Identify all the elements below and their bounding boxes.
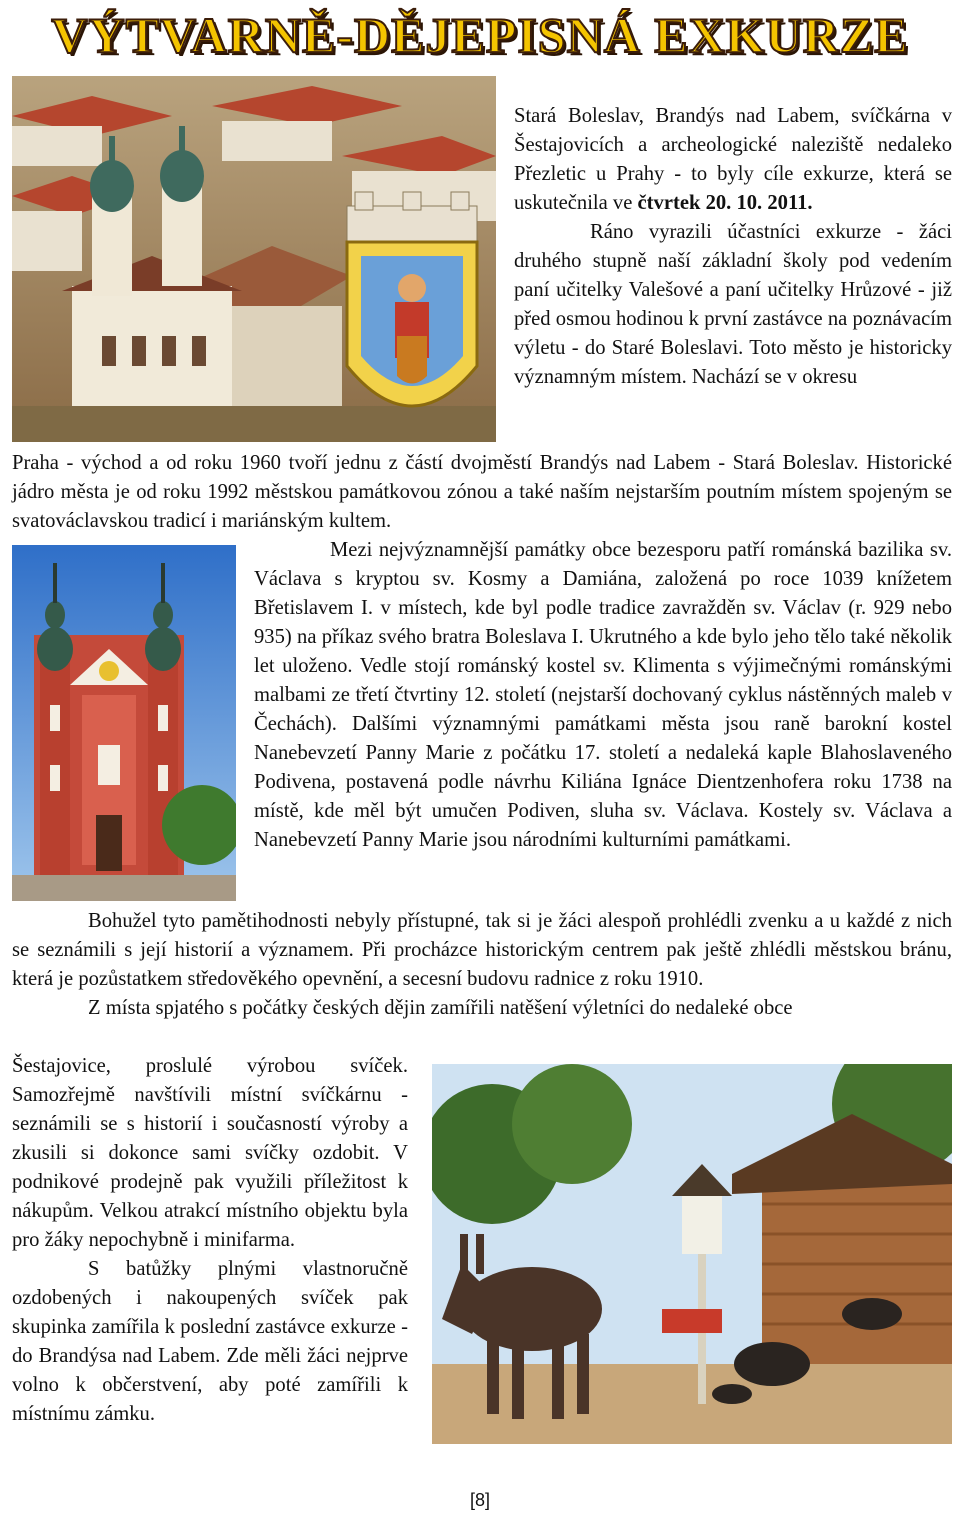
aerial-town-photo (12, 76, 496, 442)
paragraph-monuments (254, 536, 952, 855)
page-number: [8] (469, 1490, 490, 1510)
paragraph-praha: Praha - východ a od roku 1960 tvoří jednu z částí dvojměstí Brandýs nad Labem - Stará Boleslav. Historické jádro města je od roku 1992 městskou památkovou zónou a také naším nejstarším poutním místem spojeným se svatováclavskou tradicí i mariánským kultem. (12, 452, 952, 532)
paragraph-morning: Ráno vyrazili účastníci exkurze - žáci druhého stupně naší základní školy pod vedením paní učitelky Valešové a paní učitelky Hrůzové - již před osmou hodinou k první zastávce na poznávacím výletu - do Staré Boleslavi. Toto město je historicky významným místem. Nachází se v okresu (514, 221, 952, 388)
brandys-text: S batůžky plnými vlastnoručně ozdobených i nakoupených svíček pak skupinka zamířila k poslední zastávce exkurze - do Brandýsa nad Labem. Zde měli žáci nejprve volno k občerstvení, aby poté zamířili k místnímu zámku. (12, 1258, 408, 1425)
sestajovice-intro: Z místa spjatého s počátky českých dějin zamířili natěšení výletníci do nedaleké obce (88, 997, 793, 1019)
monuments-text: Mezi nejvýznamnější památky obce bezesporu patří románská bazilika sv. Václava s kryptou sv. Kosmy a Damiána, založená po roce 1039 knížetem Břetislavem I. v místech, kde byl podle tradice zavražděn sv. Václav (r. 929 nebo 935) na příkaz svého bratra Boleslava I. Ukrutného a kde bylo jeho tělo také několik let uloženo. Vedle stojí románský kostel sv. Klimenta s výjimečnými románskými malbami ze třetí čtvrtiny 12. století (nejstarší dochovaný cyklus nástěnných maleb v Čechách). Dalšími významnými památkami města jsou raně barokní kostel Nanebevzetí Panny Marie z počátku 17. století a nedaleká kaple Blahoslaveného Podivena, postavená podle návrhu Kiliána Ignáce Dientzenhofera roku 1738 na místě, kde měl být umučen Podiven, sluha sv. Václava. Kostely sv. Václava a Nanebevzetí Panny Marie jsou národními kulturními památkami. (254, 539, 952, 851)
church-facade-photo (12, 545, 236, 901)
minifarm-photo (432, 1064, 952, 1444)
paragraph-candles (12, 1052, 408, 1429)
intro-text: Stará Boleslav, Brandýs nad Labem, svíčkárna v Šestajovicích a archeologické naleziště nedaleko Přezletic u Prahy - to byly cíle exkurze, která se uskutečnila ve (514, 105, 952, 214)
coat-of-arms-emblem (347, 192, 477, 406)
candles-text: Šestajovice, proslulé výrobou svíček. Samozřejmě navštívili místní svíčkárnu - seznámili se s historií i současností výroby a zkusili si dokonce sami svíčky ozdobit. V podnikové prodejně pak využili příležitost k nákupům. Velkou atrakcí místního objektu byla pro žáky nepochybně i minifarma. (12, 1055, 408, 1251)
article-title: VÝTVARNĚ-DĚJEPISNÁ EXKURZE (51, 7, 909, 63)
paragraph-intro (514, 102, 952, 392)
paragraph-closed (12, 907, 952, 1023)
excursion-date: čtvrtek 20. 10. 2011. (637, 192, 813, 214)
closed-text: Bohužel tyto pamětihodnosti nebyly přístupné, tak si je žáci alespoň prohlédli zvenku a u každé z nich se seznámili s její historií a významem. Při procházce historickým centrem pak ještě zhlédli městskou bránu, která je pozůstatkem středověkého opevnění, a secesní budovu radnice z roku 1910. (12, 910, 952, 990)
